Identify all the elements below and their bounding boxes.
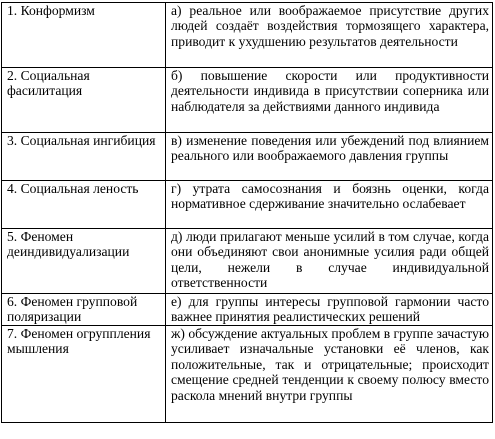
term-cell: 2. Социальная фасилитация [2,68,166,133]
table-row [2,181,493,229]
definition-cell [166,133,493,181]
definition-cell [166,68,493,133]
term-cell: 5. Феномен деиндивидуализации [2,229,166,294]
table-row [2,3,493,68]
term-cell: 1. Конформизм [2,3,166,68]
definition-text: а) реальное или воображаемое присутствие других людей создаёт воздействия тормозящего характера, приводит к ухудшению результатов деятельности [171,3,489,49]
definition-text: д) люди прилагают меньше усилий в том случае, когда они объединяют свои анонимные усилия ради общей цели, нежели в случае индивидуальной ответственности [171,229,489,291]
definition-cell [166,229,493,294]
table-body [2,3,493,423]
definition-cell [166,326,493,423]
term-cell: 4. Социальная леность [2,181,166,229]
definition-cell [166,294,493,326]
table-row [2,326,493,423]
definition-text: г) утрата самосознания и боязнь оценки, когда нормативное сдерживание значительно ослабевает [171,181,489,212]
table-row [2,133,493,181]
term-cell: 3. Социальная ингибиция [2,133,166,181]
table-row [2,294,493,326]
table-row [2,68,493,133]
definition-cell [166,3,493,68]
matching-table [1,2,493,423]
definition-text: е) для группы интересы групповой гармонии часто важнее принятия реалистических решений [171,294,489,325]
definition-text: ж) обсуждение актуальных проблем в группе зачастую усиливает изначальные установки её членов, как положительные, так и отрицательные; происходит смещение средней тенденции к своему полюсу вместо раскола мнений внутри группы [171,326,489,403]
term-cell: 7. Феномен огруппления мышления [2,326,166,423]
definition-text: б) повышение скорости или продуктивности деятельности индивида в присутствии соперника или наблюдателя за действиями данного индивида [171,68,489,114]
definition-cell [166,181,493,229]
term-cell: 6. Феномен групповой поляризации [2,294,166,326]
definition-text: в) изменение поведения или убеждений под влиянием реального или воображаемого давления группы [171,133,489,164]
table-row [2,229,493,294]
